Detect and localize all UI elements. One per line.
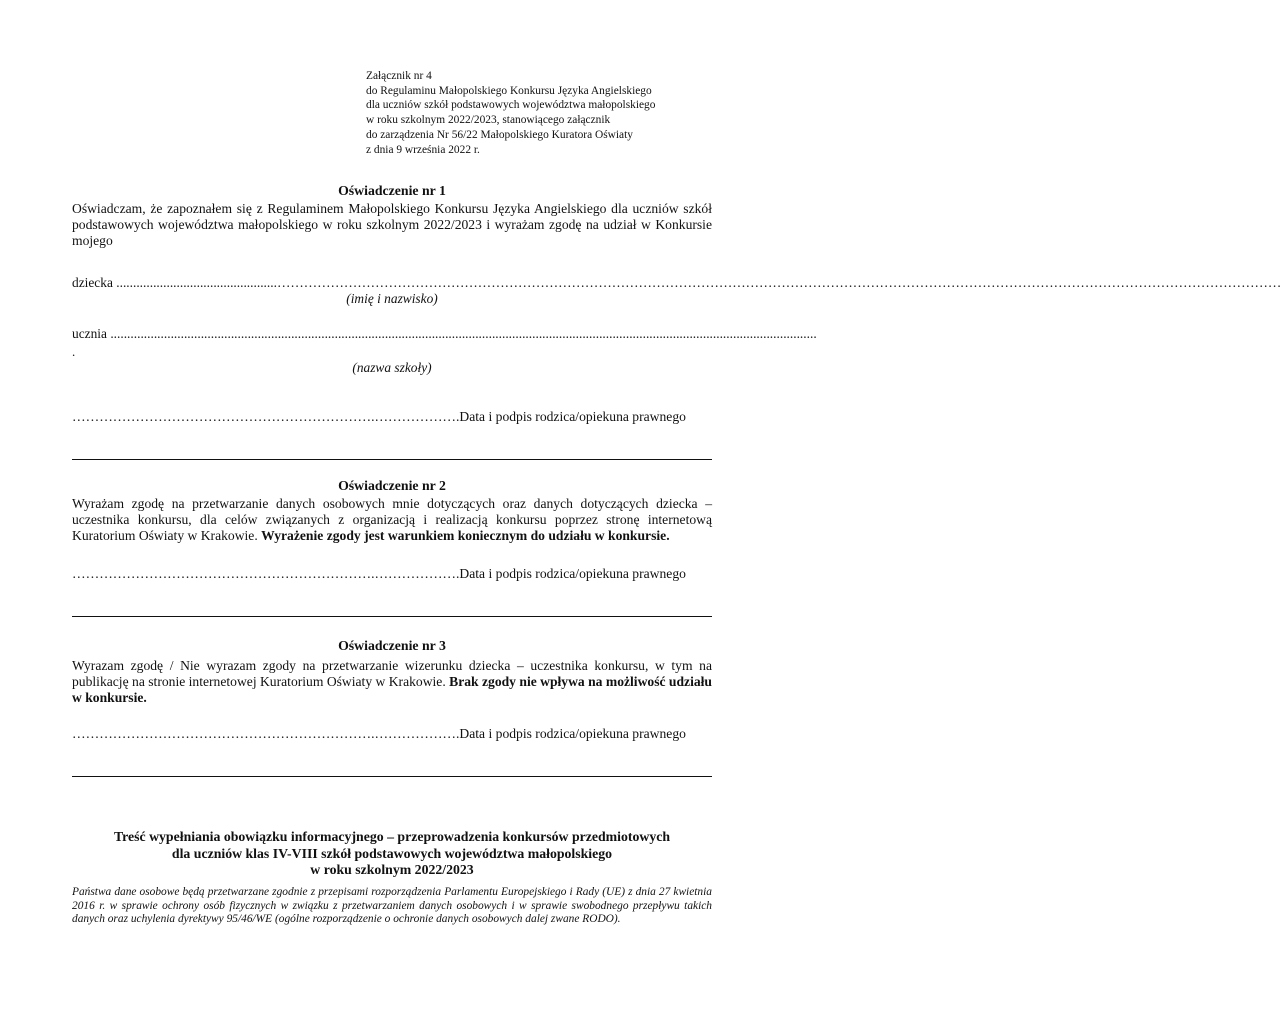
school-name-field[interactable] <box>72 326 817 342</box>
divider <box>72 776 712 777</box>
attachment-header <box>366 69 736 157</box>
statement2-text-bold: Wyrażenie zgody jest warunkiem koniecznym do udziału w konkursie. <box>261 528 670 543</box>
attachment-line: do Regulaminu Małopolskiego Konkursu Języka Angielskiego <box>366 84 652 97</box>
statement2-signature: ………………………………………………………….……………….Data i podpis rodzica/opiekuna prawnego <box>72 566 686 581</box>
information-title-line: dla uczniów klas IV-VIII szkół podstawowych województwa małopolskiego <box>171 845 613 861</box>
statement3-text <box>72 658 712 706</box>
child-label: dziecka <box>72 275 113 290</box>
school-name-caption: (nazwa szkoły) <box>352 360 432 375</box>
dotted-fill: ................................................................................................................................................................................................................... <box>110 326 817 341</box>
statement2-text <box>72 496 712 544</box>
information-text: Państwa dane osobowe będą przetwarzane zgodnie z przepisami rozporządzenia Parlamentu Europejskiego i Rady (UE) z dnia 27 kwietnia 2016 r. w sprawie ochrony osób fizycznych w związku z przetwarzaniem danych osobowych i w sprawie swobodnego przepływu takich danych oraz uchylenia dyrektywy 95/46/WE (ogólne rozporządzenie o ochronie danych osobowych dalej zwane RODO). <box>72 886 712 926</box>
attachment-line: w roku szkolnym 2022/2023, stanowiącego załącznik <box>366 114 611 127</box>
statement1-title: Oświadczenie nr 1 <box>338 183 446 198</box>
divider <box>72 459 712 460</box>
statement2-title: Oświadczenie nr 2 <box>338 478 446 493</box>
statement1-signature: ………………………………………………………….……………….Data i podpis rodzica/opiekuna prawnego <box>72 409 686 424</box>
attachment-line: z dnia 9 września 2022 r. <box>366 143 480 156</box>
information-title-line: w roku szkolnym 2022/2023 <box>310 862 474 877</box>
statement1-text: Oświadczam, że zapoznałem się z Regulaminem Małopolskiego Konkursu Języka Angielskiego dla uczniów szkół podstawowych województwa małopolskiego w roku szkolnym 2022/2023 i wyrażam zgodę na udział w Konkursie mojego <box>72 201 712 248</box>
divider <box>72 616 712 617</box>
information-title-line: Treść wypełniania obowiązku informacyjnego – przeprowadzenia konkursów przedmiotowych <box>113 829 671 844</box>
statement3-title: Oświadczenie nr 3 <box>338 638 446 653</box>
statement3-signature: ………………………………………………………….……………….Data i podpis rodzica/opiekuna prawnego <box>72 726 686 741</box>
attachment-line: do zarządzenia Nr 56/22 Małopolskiego Kuratora Oświaty <box>366 128 633 141</box>
attachment-line: Załącznik nr 4 <box>366 70 432 82</box>
student-label: ucznia <box>72 326 107 341</box>
attachment-line: dla uczniów szkół podstawowych województwa małopolskiego <box>366 99 656 112</box>
statement2-text-plain: Wyrażam zgodę na przetwarzanie danych osobowych mnie dotyczących oraz danych dotyczących dziecka – uczestnika konkursu, dla celów związanych z organizacją i realizacją konkursu poprzez stronę internetową Kuratorium Oświaty w Krakowie. <box>72 496 712 543</box>
child-name-caption: (imię i nazwisko) <box>346 291 438 306</box>
child-name-field[interactable] <box>72 275 1281 291</box>
statement3-text-bold: Brak zgody nie wpływa na możliwość udziału w konkursie. <box>72 674 712 705</box>
dotted-fill: ................................................……………………………………………………………………………………………………………………………………………………………………………………………………… <box>116 275 1281 290</box>
statement3-text-plain: Wyrazam zgodę / Nie wyrazam zgody na przetwarzanie wizerunku dziecka – uczestnika konkursu, w tym na publikację na stronie internetowej Kuratorium Oświaty w Krakowie. <box>72 658 712 689</box>
dot-mark: . <box>72 344 76 359</box>
information-title <box>72 829 712 879</box>
